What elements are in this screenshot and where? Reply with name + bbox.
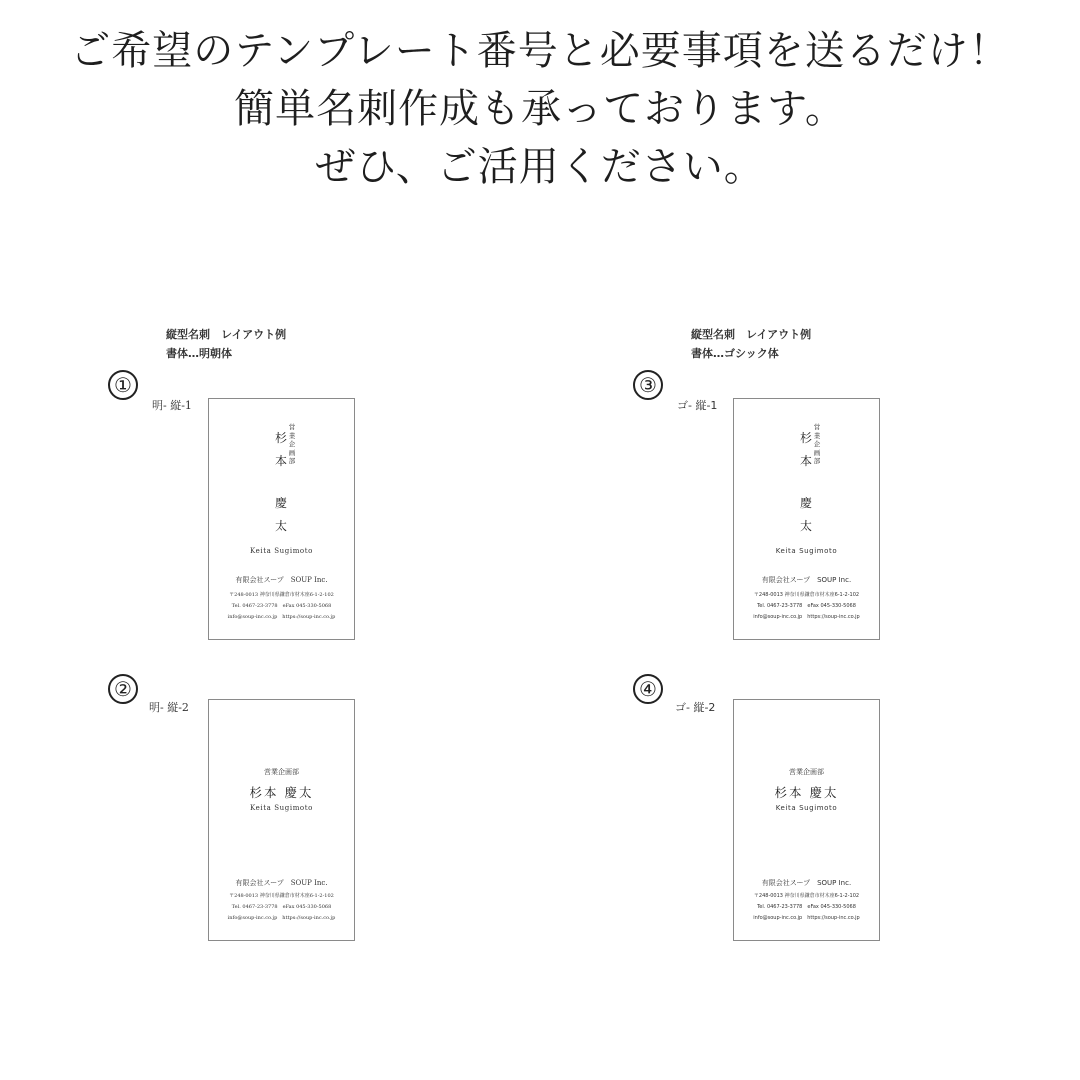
- email-web: info@soup-inc.co.jp https://soup-inc.co.jp: [227, 614, 336, 620]
- dept-char: 画: [813, 448, 821, 457]
- headline-line-3: ぜひ、ご活用ください。: [315, 144, 765, 190]
- roman-name: Keita Sugimoto: [250, 547, 313, 555]
- name-char: 太: [274, 519, 287, 533]
- name-char: 杉: [274, 431, 287, 445]
- phone-fax: Tel. 0467-23-3778 eFax 045-330-5068: [231, 904, 332, 910]
- address: 〒248-0013 神奈川県鎌倉市材木座6-1-2-102: [753, 592, 860, 598]
- name-char: 慶: [274, 496, 287, 510]
- template-number-3: ③: [633, 370, 663, 400]
- phone-fax: Tel. 0467-23-3778 eFax 045-330-5068: [757, 904, 856, 910]
- phone-fax: Tel. 0467-23-3778 eFax 045-330-5068: [231, 603, 332, 609]
- email-web: info@soup-inc.co.jp https://soup-inc.co.jp: [753, 915, 860, 921]
- company-name: 有限会社スープ SOUP Inc.: [235, 879, 328, 887]
- address: 〒248-0013 神奈川県鎌倉市材木座6-1-2-102: [753, 893, 860, 899]
- name-char: 本: [274, 454, 287, 468]
- email-web: info@soup-inc.co.jp https://soup-inc.co.jp: [227, 915, 336, 921]
- template-number-2: ②: [108, 674, 138, 704]
- email-web: info@soup-inc.co.jp https://soup-inc.co.jp: [753, 614, 860, 620]
- roman-name: Keita Sugimoto: [250, 804, 313, 812]
- column-header-gothic: [691, 325, 811, 363]
- dept-char: 企: [813, 440, 821, 448]
- name-char: 本: [799, 454, 812, 468]
- headline: [0, 22, 1080, 196]
- dept-char: 部: [813, 457, 821, 465]
- name-char: 慶: [799, 496, 812, 510]
- dept-char: 部: [288, 457, 296, 465]
- address: 〒248-0013 神奈川県鎌倉市材木座6-1-2-102: [229, 893, 334, 899]
- template-code-2: 明- 縦-2: [149, 701, 189, 714]
- vertical-surname: [799, 427, 813, 473]
- vertical-surname: [274, 427, 288, 473]
- dept-char: 画: [288, 448, 296, 457]
- vertical-department: [812, 423, 822, 466]
- template-code-4: ゴ- 縦-2: [675, 701, 716, 714]
- roman-name: Keita Sugimoto: [775, 804, 838, 812]
- vertical-given-name: [274, 492, 288, 538]
- company-name: 有限会社スープ SOUP Inc.: [761, 879, 852, 887]
- business-card-4[interactable]: [733, 699, 880, 941]
- font-note: 書体…ゴシック体: [691, 347, 779, 360]
- phone-fax: Tel. 0467-23-3778 eFax 045-330-5068: [757, 603, 856, 609]
- dept-char: 営: [813, 423, 821, 431]
- name-char: 太: [799, 519, 812, 533]
- dept-char: 業: [813, 431, 821, 440]
- headline-line-1: ご希望のテンプレート番号と必要事項を送るだけ！: [70, 28, 1010, 74]
- full-name: 杉本 慶太: [249, 785, 314, 800]
- font-note: 書体…明朝体: [166, 347, 232, 360]
- department: 営業企画部: [789, 768, 824, 776]
- vertical-given-name: [799, 492, 813, 538]
- department: 営業企画部: [264, 768, 299, 776]
- full-name: 杉本 慶太: [774, 785, 839, 800]
- headline-line-2: 簡単名刺作成も承っております。: [234, 86, 846, 132]
- template-number-4: ④: [633, 674, 663, 704]
- dept-char: 営: [288, 423, 296, 431]
- template-code-3: ゴ- 縦-1: [677, 399, 718, 412]
- template-number-1: ①: [108, 370, 138, 400]
- dept-char: 業: [288, 431, 296, 440]
- address: 〒248-0013 神奈川県鎌倉市材木座6-1-2-102: [229, 592, 334, 598]
- company-name: 有限会社スープ SOUP Inc.: [235, 576, 328, 584]
- roman-name: Keita Sugimoto: [775, 547, 838, 555]
- column-title: 縦型名刺 レイアウト例: [166, 328, 287, 341]
- column-title: 縦型名刺 レイアウト例: [691, 328, 812, 341]
- company-name: 有限会社スープ SOUP Inc.: [761, 576, 852, 584]
- business-card-3[interactable]: [733, 398, 880, 640]
- column-header-mincho: [166, 325, 286, 363]
- name-char: 杉: [799, 431, 812, 445]
- vertical-department: [287, 423, 297, 466]
- business-card-2[interactable]: [208, 699, 355, 941]
- business-card-1[interactable]: [208, 398, 355, 640]
- template-code-1: 明- 縦-1: [152, 399, 192, 412]
- dept-char: 企: [288, 440, 296, 448]
